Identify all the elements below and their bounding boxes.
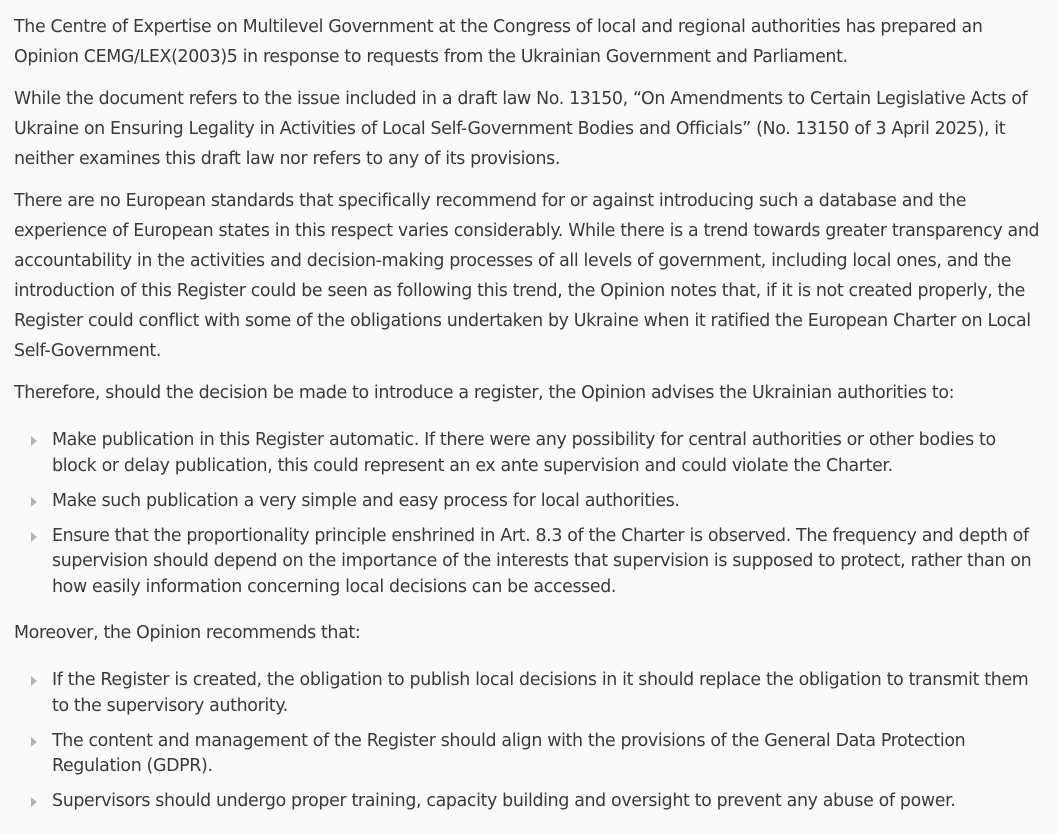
list-item-text: If the Register is created, the obligation to publish local decisions in it should replace the obligation to transmit them to the supervisory authority.: [52, 670, 1029, 716]
advice-list: [14, 428, 1043, 600]
triangle-bullet-icon: [31, 737, 37, 747]
list-item: [14, 489, 1043, 515]
list-item: [14, 524, 1043, 601]
triangle-bullet-icon: [31, 676, 37, 686]
triangle-bullet-icon: [31, 436, 37, 446]
list-item-text: Make such publication a very simple and easy process for local authorities.: [52, 490, 680, 511]
list-item: [14, 789, 1043, 815]
standards-paragraph: There are no European standards that specifically recommend for or against introducing such a database and the experience of European states in this respect varies considerably. While there is a trend towards greater transparency and accountability in the activities and decision-making processes of all levels of government, including local ones, and the introduction of this Register could be seen as following this trend, the Opinion notes that, if it is not created properly, the Register could conflict with some of the obligations undertaken by Ukraine when it ratified the European Charter on Local Self-Government.: [14, 191, 1040, 361]
intro-paragraph: The Centre of Expertise on Multilevel Government at the Congress of local and regional authorities has prepared an Opinion CEMG/LEX(2003)5 in response to requests from the Ukrainian Government and Parliament.: [14, 17, 983, 67]
list-item-text: Supervisors should undergo proper training, capacity building and oversight to prevent any abuse of power.: [52, 791, 956, 811]
advice-lead-paragraph: Therefore, should the decision be made to introduce a register, the Opinion advises the Ukrainian authorities to:: [14, 383, 955, 403]
list-item: [14, 729, 1043, 780]
recommend-list: [14, 668, 1043, 815]
triangle-bullet-icon: [31, 532, 37, 542]
list-item: [14, 668, 1043, 719]
list-item: [14, 428, 1043, 479]
triangle-bullet-icon: [31, 797, 37, 807]
triangle-bullet-icon: [31, 497, 37, 507]
list-item-text: Make publication in this Register automatic. If there were any possibility for central authorities or other bodies to block or delay publication, this could represent an ex ante supervision and could violate the Charter.: [52, 430, 996, 476]
list-item-text: Ensure that the proportionality principle enshrined in Art. 8.3 of the Charter is observed. The frequency and depth of supervision should depend on the importance of the interests that supervision is supposed to protect, rather than on how easily information concerning local decisions can be accessed.: [52, 525, 1032, 597]
recommend-lead-paragraph: Moreover, the Opinion recommends that:: [14, 623, 361, 643]
draft-law-paragraph: While the document refers to the issue included in a draft law No. 13150, “On Amendments to Certain Legislative Acts of Ukraine on Ensuring Legality in Activities of Local Self-Government Bodies and Officials” (No. 13150 of 3 April 2025), it neither examines this draft law nor refers to any of its provisions.: [14, 89, 1028, 169]
list-item-text: The content and management of the Register should align with the provisions of the General Data Protection Regulation (GDPR).: [52, 730, 966, 776]
